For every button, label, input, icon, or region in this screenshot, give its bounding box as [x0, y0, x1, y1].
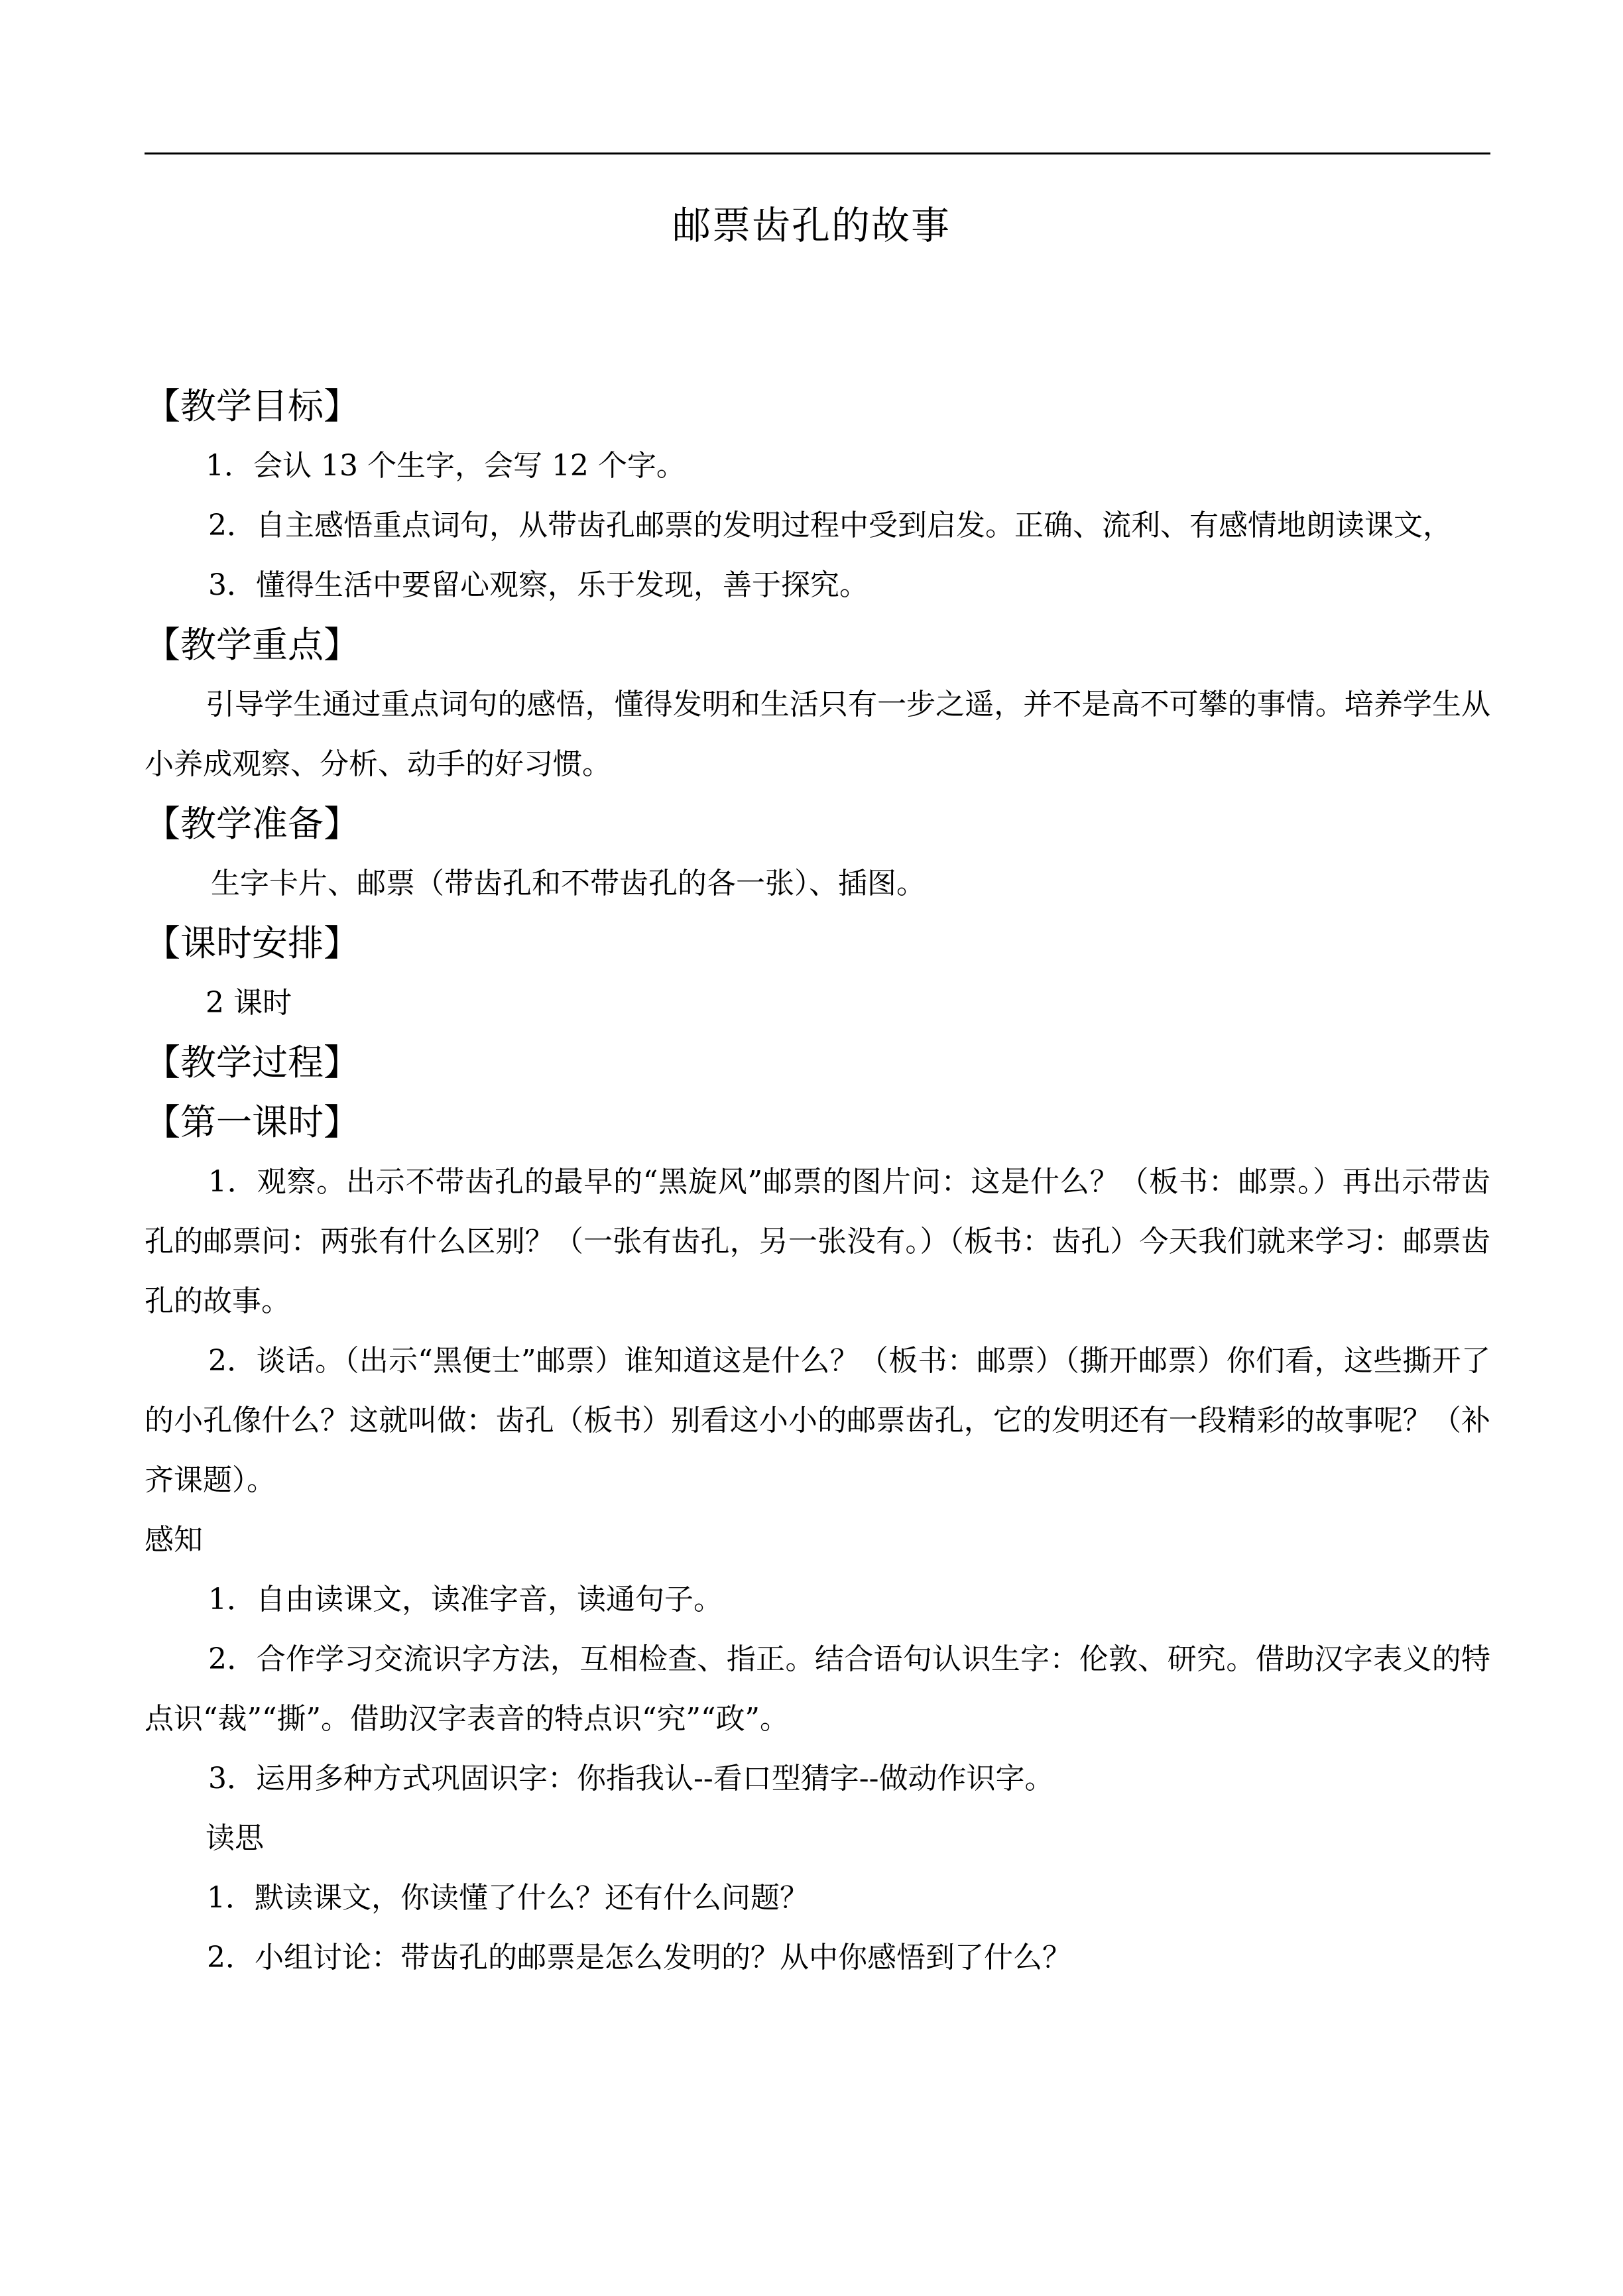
- preparation-text: 生字卡片、邮票（带齿孔和不带齿孔的各一张）、插图。: [211, 867, 926, 900]
- document-body: [145, 377, 1490, 1988]
- header-divider: [145, 152, 1490, 154]
- document-title: 邮票齿孔的故事: [672, 203, 951, 248]
- reading-item-2: 2．小组讨论：带齿孔的邮票是怎么发明的？从中你感悟到了什么？: [207, 1941, 1071, 1974]
- section-heading-preparation: 【教学准备】: [145, 803, 359, 845]
- section-heading-objectives: 【教学目标】: [145, 385, 359, 427]
- reading-item-1: 1．默读课文，你读懂了什么？还有什么问题？: [207, 1881, 809, 1915]
- objective-item-3: 3．懂得生活中要留心观察，乐于发现，善于探究。: [208, 568, 869, 602]
- schedule-text: 2 课时: [206, 986, 292, 1020]
- section-heading-first-lesson: 【第一课时】: [145, 1101, 359, 1143]
- section-heading-schedule: 【课时安排】: [145, 922, 359, 964]
- perception-item-1: 1．自由读课文，读准字音，读通句子。: [208, 1583, 723, 1616]
- first-lesson-intro-1: 1．观察。出示不带齿孔的最早的“黑旋风”邮票的图片问：这是什么？（板书：邮票。）再出示带齿孔的邮票问：两张有什么区别？（一张有齿孔，另一张没有。）（板书：齿孔）今天我们就来学习：邮票齿孔的故事。: [145, 1165, 1490, 1318]
- section-heading-key-points: 【教学重点】: [145, 624, 359, 666]
- key-points-text: 引导学生通过重点词句的感悟，懂得发明和生活只有一步之遥，并不是高不可攀的事情。培养学生从小养成观察、分析、动手的好习惯。: [145, 688, 1490, 781]
- section-heading-process: 【教学过程】: [145, 1042, 359, 1083]
- reading-label: 读思: [206, 1821, 264, 1855]
- perception-item-2: 2．合作学习交流识字方法，互相检查、指正。结合语句认识生字：伦敦、研究。借助汉字表义的特点识“裁”“撕”。借助汉字表音的特点识“究”“政”。: [145, 1642, 1490, 1736]
- objective-item-2: 2．自主感悟重点词句，从带齿孔邮票的发明过程中受到启发。正确、流利、有感情地朗读课文，: [208, 509, 1452, 542]
- objective-item-1: 1．会认 13 个生字，会写 12 个字。: [206, 449, 686, 483]
- first-lesson-intro-2: 2．谈话。（出示“黑便士”邮票）谁知道这是什么？（板书：邮票）（撕开邮票）你们看，这些撕开了的小孔像什么？这就叫做：齿孔（板书）别看这小小的邮票齿孔，它的发明还有一段精彩的故事呢？（补齐课题）。: [145, 1344, 1490, 1497]
- perception-item-3: 3．运用多种方式巩固识字：你指我认--看口型猜字--做动作识字。: [208, 1762, 1054, 1795]
- perception-label: 感知: [145, 1523, 203, 1557]
